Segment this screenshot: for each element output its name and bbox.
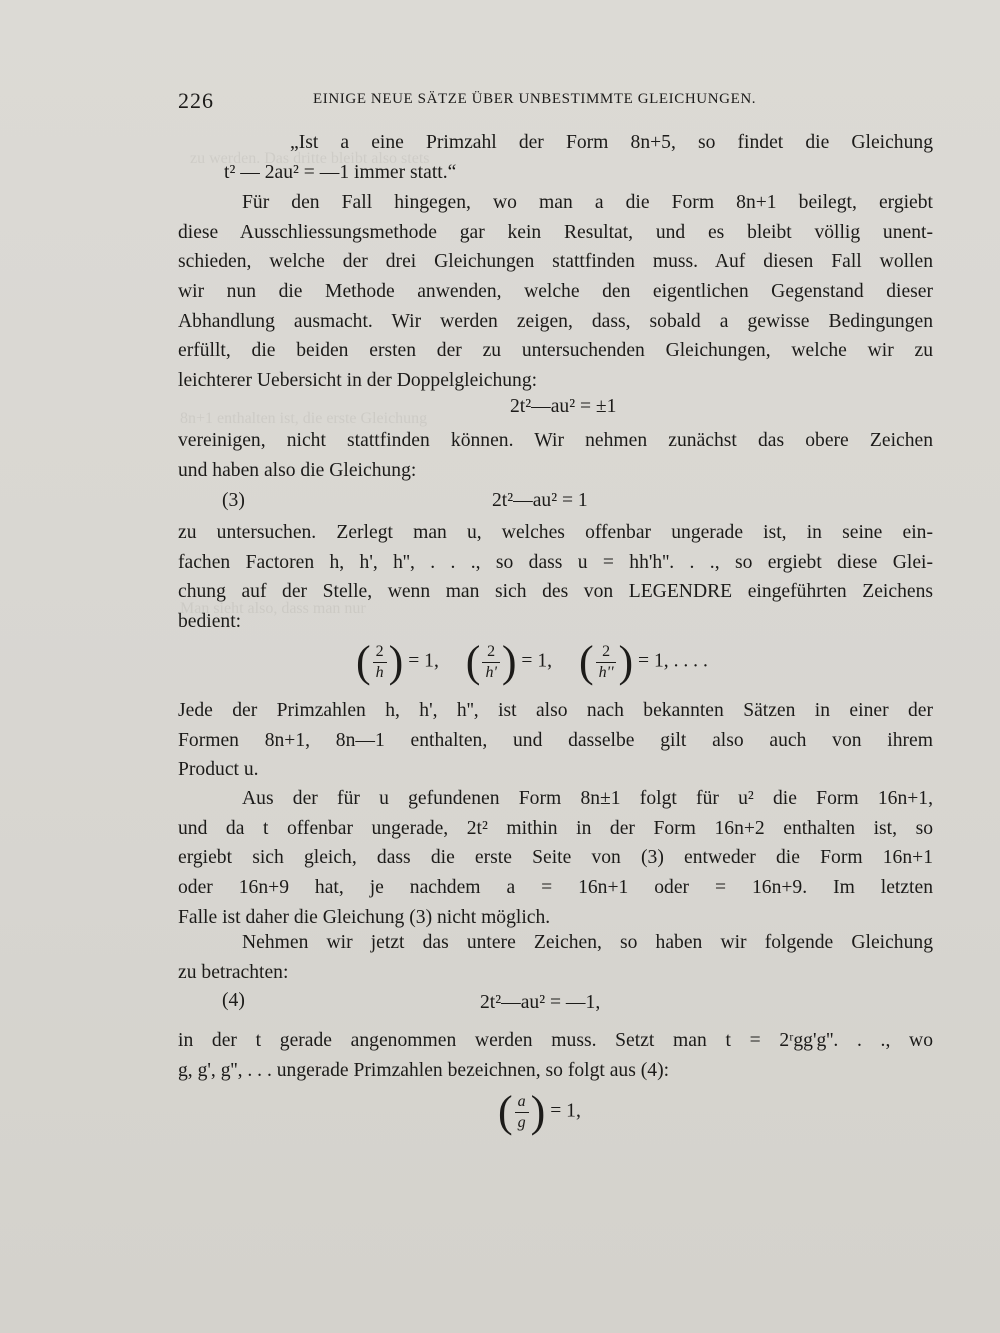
paragraph-upper-sign [178,426,933,485]
legendre-symbol: ( $\frac{2}{h'}$ ) = 1, [465,637,553,686]
symbol-denominator: h'' [598,663,614,681]
symbol-numerator: 2 [373,642,387,663]
text-line: Product u. [178,759,259,781]
text-line: t² — 2au² = —1 immer statt.“ [224,161,457,183]
text-line: „Ist a eine Primzahl der Form 8n+5, so findet die Gleichung [290,132,933,153]
paragraph-case-analysis [178,188,933,396]
symbol-numerator: a [515,1092,529,1113]
text-line: Aus der für u gefundenen Form 8n±1 folgt für u² die Form 16n+1, [242,788,933,809]
symbol-rhs: = 1, [521,650,553,672]
paragraph-factorization [178,518,933,637]
equation-3: 2t²—au² = 1 [492,490,588,511]
symbol-rhs: = 1, [408,650,439,672]
page-header [178,88,938,118]
text-line: g, g', g'', . . . ungerade Primzahlen bezeichnen, so folgt aus (4): [178,1059,670,1081]
text-line: chung auf der Stelle, wenn man sich des von LEGENDRE eingeführten Zeichens [178,581,933,603]
legendre-symbols [356,637,730,686]
text-line: Nehmen wir jetzt das untere Zeichen, so haben wir folgende Gleichung [242,932,933,953]
book-page: zu werden. Das dritte bleibt also stets 8n+1 enthalten ist, die erste Gleichung Man sieht also, dass man nur 226 EINIGE NEUE SÄTZE ÜBER UNBESTIMMTE GLEICHUNGEN. „Ist a eine Primzahl der Form 8n+5, so findet die Gleichung t² — 2au² = —1 immer statt.“ Für den Fall hingegen, wo man a die Form 8n+1 beilegt, ergiebt diese Ausschliessungsmethode gar kein Resultat, und es bleibt völlig unent- schieden, welche der drei Gleichungen stattfinden muss. Auf diesen Fall wollen wir nun die Methode anwenden, welche den eigentlichen Gegenstand dieser Abhandlung ausmacht. Wir werden zeigen, dass, sobald a gewisse Bedingungen erfüllt, die beiden ersten der zu untersuchenden Gleichungen, welche wir zu leichterer Uebersicht in der Doppelgleichung: 2t²—au² = ±1 vereinigen, nicht stattfinden können. Wir nehmen zunächst das obere Zeichen und haben also die Gleichung: (3) 2t²—au² = 1 zu untersuchen. Zerlegt man u, welches offenbar ungerade ist, in seine ein- fachen Factoren h, h', h'', . . ., so dass u = hh'h''. . ., so ergiebt diese Glei- chung auf der Stelle, wenn man sich des von LEGENDRE eingeführten Zeichens bedient: ( $\frac{2}{h}$ ) = 1, ( $\frac{2}{h'}$ ) = 1, ( $\frac{2}{h''}$ ) = 1, . . . . Jede der Primzahlen h, h', h'', ist also nach bekannten Sätzen in einer der Formen 8n+1, 8n—1 enthalten, und dasselbe gilt also auch von ihrem Product u. Aus der für u gefundenen Form 8n±1 folgt für u² die Form 16n+1, und da t offenbar ungerade, 2t² mithin in der Form 16n+2 enthalten ist, so ergiebt sich gleich, dass die erste Seite von (3) entweder die Form 16n+1 oder 16n+9 hat, je nachdem a = 16n+1 oder = 16n+9. Im letzten Falle ist daher die Gleichung (3) nicht möglich. Nehmen wir jetzt das untere Zeichen, so haben wir folgende Gleichung zu betrachten: (4) 2t²—au² = —1, in der t gerade angenommen werden muss. Setzt man t = 2ʳgg'g''. . ., wo g, g', g'', . . . ungerade Primzahlen bezeichnen, so folgt aus (4): ( $\frac{a}{g}$ ) = 1, [0,0,1000,1333]
double-equation: 2t²—au² = ±1 [510,396,617,417]
text-line: ergiebt sich gleich, dass die erste Seite von (3) entweder die Form 16n+1 [178,847,933,869]
symbol-denominator: h' [485,663,497,681]
legendre-symbol-a-g: ( $\frac{a}{g}$ ) = 1, [498,1087,581,1136]
paragraph-prime-factorization [178,1026,933,1085]
text-line: Falle ist daher die Gleichung (3) nicht möglich. [178,906,551,928]
text-line: bedient: [178,611,242,633]
running-title: EINIGE NEUE SÄTZE ÜBER UNBESTIMMTE GLEICHUNGEN. [313,91,757,107]
symbol-denominator: h [375,663,384,681]
equation-number-4: (4) [222,990,245,1011]
text-line: zu untersuchen. Zerlegt man u, welches offenbar ungerade ist, in seine ein- [178,522,933,543]
equation-number-3: (3) [222,490,245,511]
equation-4: 2t²—au² = —1, [480,992,601,1013]
symbol-denominator: g [517,1113,526,1131]
paragraph-quote [178,128,933,187]
text-line: erfüllt, die beiden ersten der zu untersuchenden Gleichungen, welche wir zu [178,340,933,362]
text-line: Jede der Primzahlen h, h', h'', ist also nach bekannten Sätzen in einer der [178,700,933,721]
text-line: wir nun die Methode anwenden, welche den eigentlichen Gegenstand dieser [178,281,933,303]
text-line: zu betrachten: [178,961,289,983]
text-line: und da t offenbar ungerade, 2t² mithin in der Form 16n+2 enthalten ist, so [178,817,933,839]
legendre-symbol: ( $\frac{2}{h''}$ ) = 1, . . . . [578,637,708,686]
paragraph-prime-forms [178,696,933,785]
text-line: in der t gerade angenommen werden muss. Setzt man t = 2ʳgg'g''. . ., wo [178,1030,933,1051]
symbol-numerator: 2 [482,642,499,663]
paragraph-lower-sign [178,928,933,987]
text-line: Für den Fall hingegen, wo man a die Form 8n+1 beilegt, ergiebt [242,192,933,213]
text-line: und haben also die Gleichung: [178,459,417,481]
symbol-numerator: 2 [596,642,617,663]
text-line: fachen Factoren h, h', h'', . . ., so dass u = hh'h''. . ., so ergiebt diese Glei- [178,551,933,573]
text-line: Abhandlung ausmacht. Wir werden zeigen, dass, sobald a gewisse Bedingungen [178,310,933,332]
text-line: schieden, welche der drei Gleichungen stattfinden muss. Auf diesen Fall wollen [178,251,933,273]
text-line: Formen 8n+1, 8n—1 enthalten, und dasselbe gilt also auch von ihrem [178,729,933,751]
legendre-symbol: ( $\frac{2}{h}$ ) = 1, [356,637,439,686]
text-line: leichterer Uebersicht in der Doppelgleichung: [178,370,538,392]
page-number: 226 [178,88,214,113]
symbol-rhs: = 1, . . . . [638,650,708,672]
symbol-rhs: = 1, [550,1100,581,1122]
text-line: vereinigen, nicht stattfinden können. Wir nehmen zunächst das obere Zeichen [178,430,933,451]
text-line: diese Ausschliessungsmethode gar kein Resultat, und es bleibt völlig unent- [178,221,933,243]
text-line: oder 16n+9 hat, je nachdem a = 16n+1 oder = 16n+9. Im letzten [178,877,933,899]
paragraph-mod16 [178,784,933,932]
